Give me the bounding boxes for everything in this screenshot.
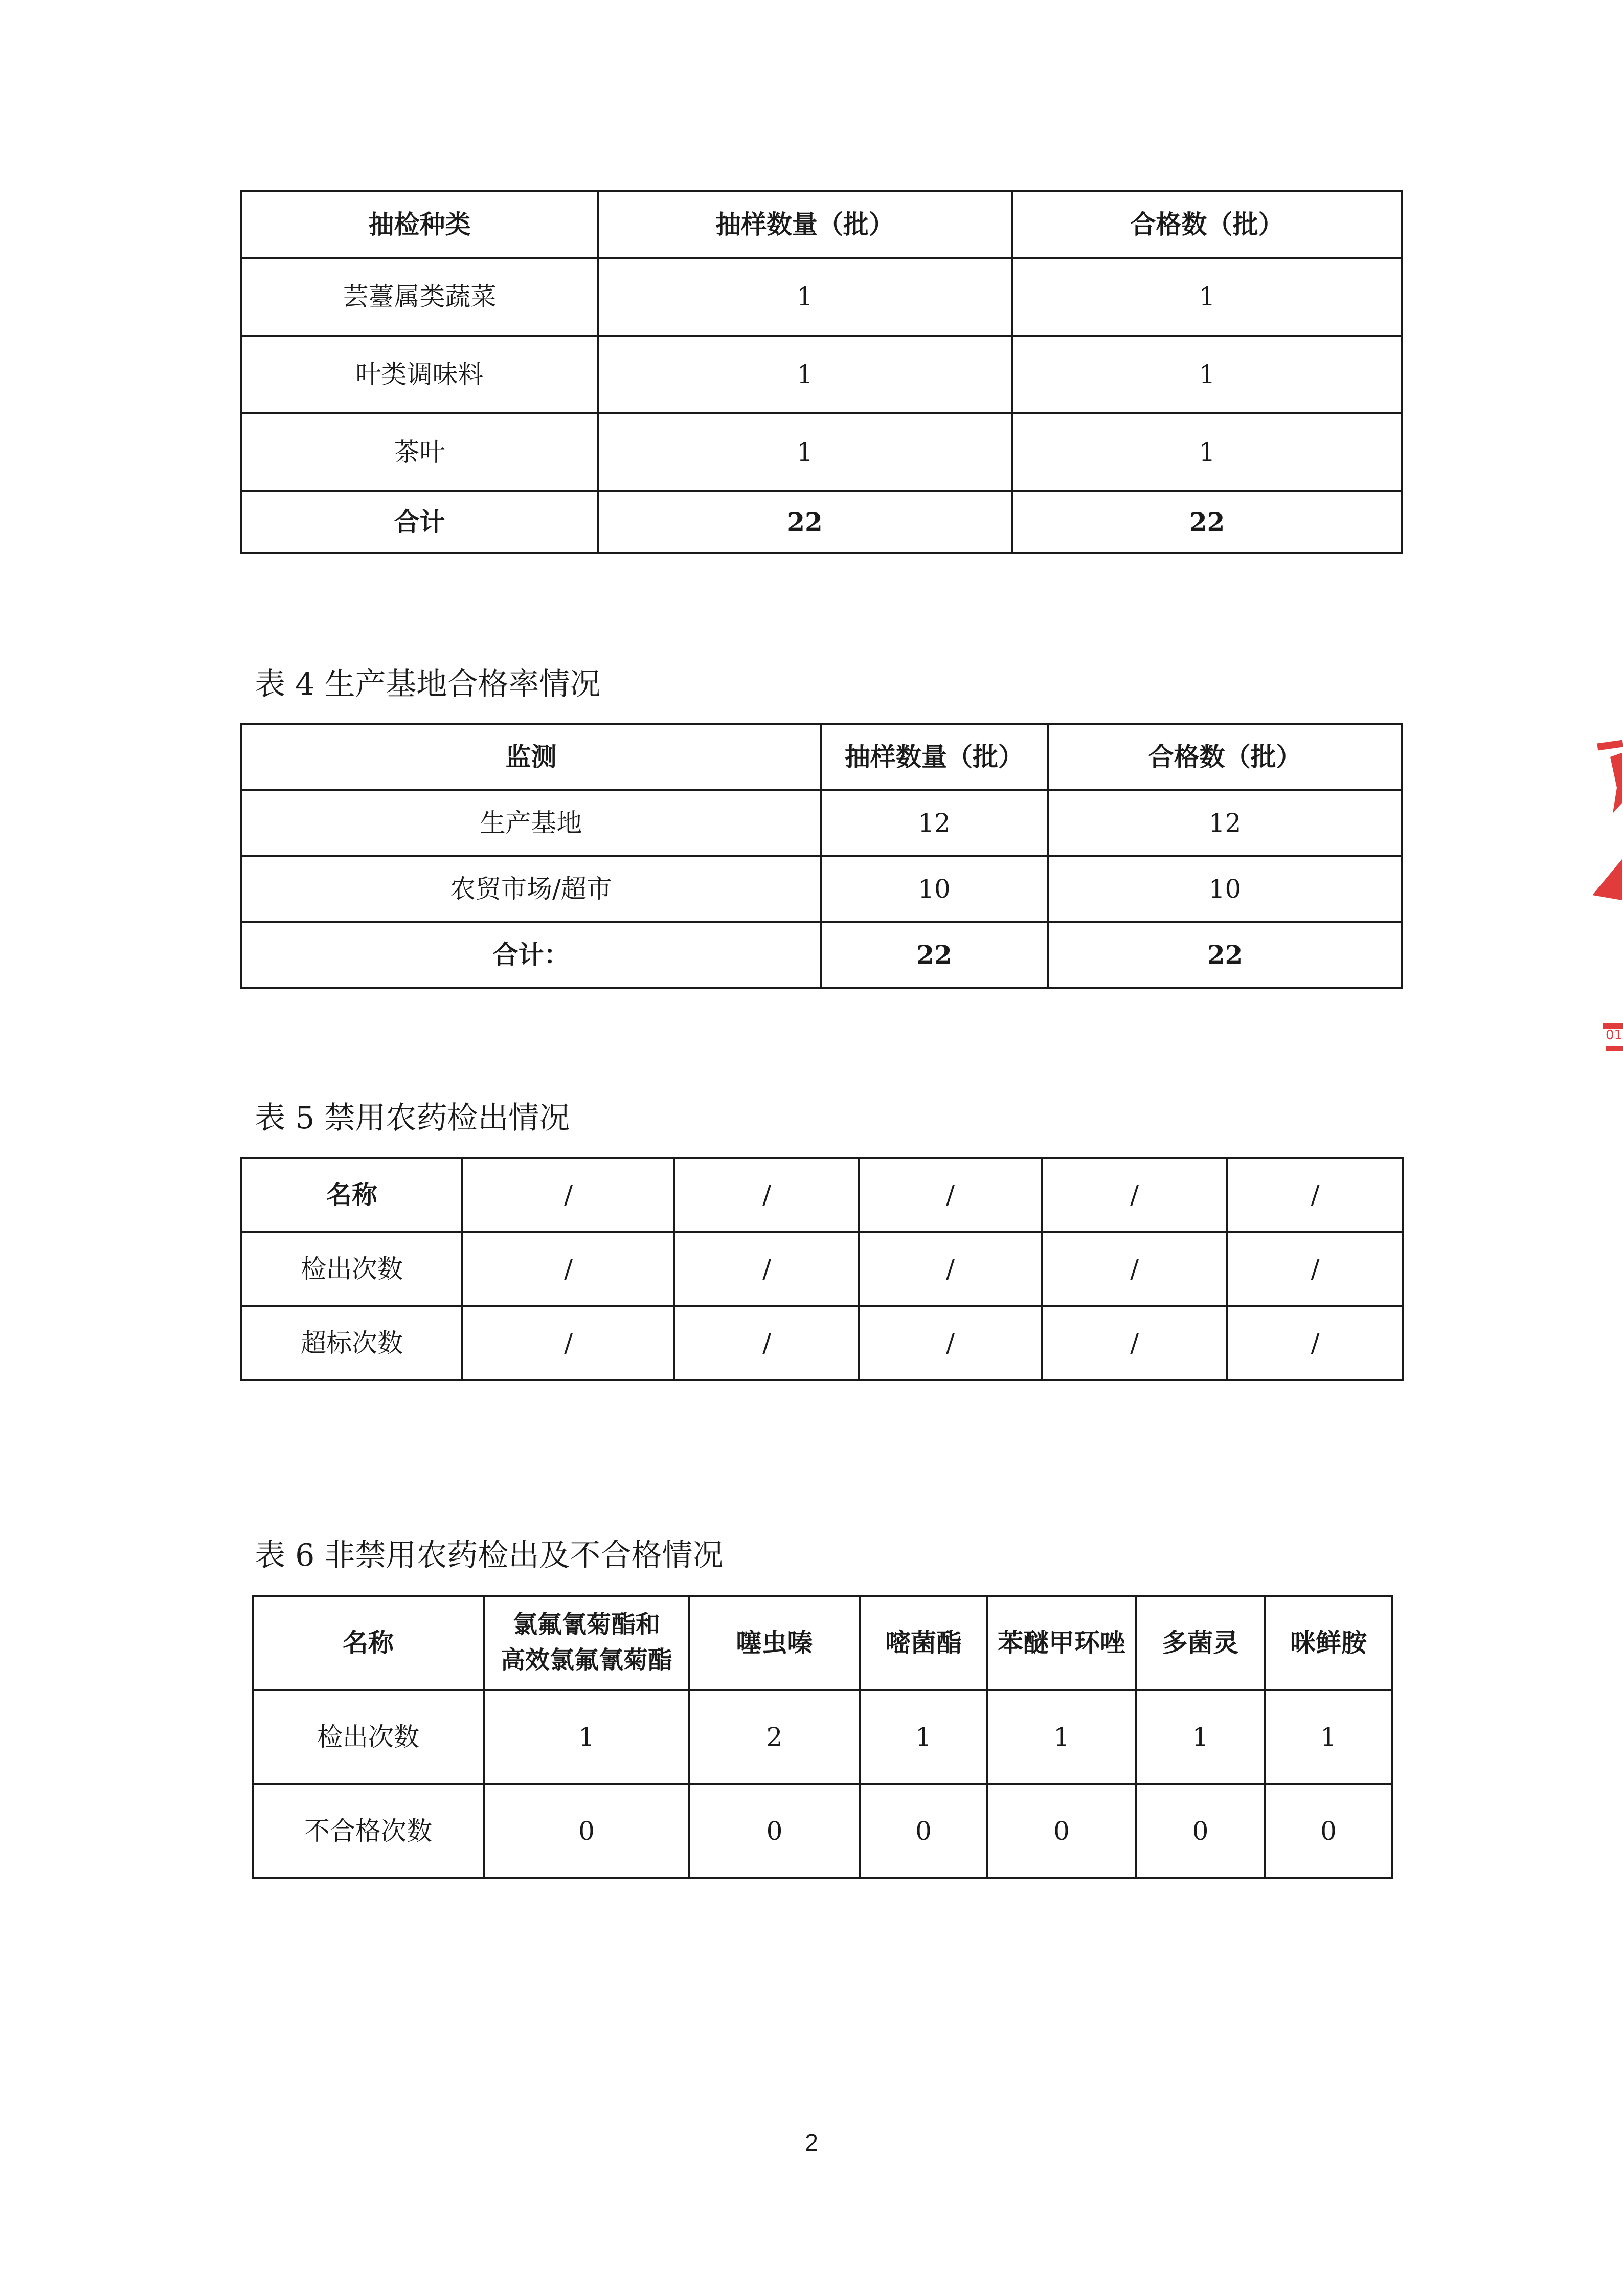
header-cell: 监测 xyxy=(241,724,821,790)
table-row xyxy=(241,1232,1403,1306)
table-cell: 0 xyxy=(987,1784,1136,1878)
table-cell: 1 xyxy=(484,1690,689,1784)
table-cell: / xyxy=(859,1232,1042,1306)
page-number: 2 xyxy=(805,2129,818,2156)
total-row xyxy=(241,491,1402,553)
table-cell: 0 xyxy=(689,1784,860,1878)
table-header-row xyxy=(253,1596,1392,1690)
table-6-caption: 表 6 非禁用农药检出及不合格情况 xyxy=(255,1537,724,1573)
table-cell: 1 xyxy=(1265,1690,1392,1784)
table-cell: / xyxy=(1042,1232,1227,1306)
table-cell: / xyxy=(462,1306,674,1380)
table-header-row xyxy=(241,724,1402,790)
table-cell: 合计 xyxy=(241,491,598,553)
table-cell: 1 xyxy=(598,336,1012,413)
table-row xyxy=(241,1306,1403,1380)
table-header-row xyxy=(241,191,1402,258)
table-cell: 检出次数 xyxy=(253,1690,484,1784)
table-cell: 22 xyxy=(598,491,1012,553)
table-cell: 1 xyxy=(860,1690,987,1784)
table-cell: 22 xyxy=(821,922,1048,988)
header-cell: 苯醚甲环唑 xyxy=(987,1596,1136,1690)
table-row xyxy=(241,413,1402,491)
table-cell: 检出次数 xyxy=(241,1232,462,1306)
table-row xyxy=(241,258,1402,336)
table-cell: 0 xyxy=(1136,1784,1265,1878)
table-cell: 芸薹属类蔬菜 xyxy=(241,258,598,336)
non-banned-pesticide-table xyxy=(252,1595,1393,1879)
sampling-category-table xyxy=(240,190,1403,554)
header-cell: 名称 xyxy=(253,1596,484,1690)
header-cell: 噻虫嗪 xyxy=(689,1596,860,1690)
table-cell: / xyxy=(1227,1232,1403,1306)
table-4-caption: 表 4 生产基地合格率情况 xyxy=(255,666,601,702)
table-cell: / xyxy=(859,1306,1042,1380)
header-cell: 咪鲜胺 xyxy=(1265,1596,1392,1690)
table-cell: 12 xyxy=(821,790,1048,856)
table-cell: 12 xyxy=(1048,790,1402,856)
table-cell: 2 xyxy=(689,1690,860,1784)
table-cell: 10 xyxy=(821,856,1048,922)
table-row xyxy=(241,336,1402,413)
table-row xyxy=(241,856,1402,922)
table-cell: 农贸市场/超市 xyxy=(241,856,821,922)
table-cell: / xyxy=(1227,1306,1403,1380)
header-cell: 嘧菌酯 xyxy=(860,1596,987,1690)
table-cell: 0 xyxy=(1265,1784,1392,1878)
table-cell: 1 xyxy=(598,413,1012,491)
table-cell: / xyxy=(1227,1158,1403,1232)
table-cell: / xyxy=(674,1158,859,1232)
header-line: 高效氯氟氰菊酯 xyxy=(500,1646,672,1675)
table-cell: / xyxy=(462,1158,674,1232)
table-cell: 22 xyxy=(1048,922,1402,988)
table-cell: 1 xyxy=(1012,258,1402,336)
header-cell xyxy=(484,1596,689,1690)
seal-text: 01 xyxy=(1606,1028,1623,1043)
table-5-caption: 表 5 禁用农药检出情况 xyxy=(255,1100,570,1136)
table-cell: 名称 xyxy=(241,1158,462,1232)
header-cell: 抽样数量（批） xyxy=(598,191,1012,258)
table-cell: 超标次数 xyxy=(241,1306,462,1380)
table-cell: 10 xyxy=(1048,856,1402,922)
table-cell: / xyxy=(674,1232,859,1306)
table-cell: 不合格次数 xyxy=(253,1784,484,1878)
header-cell: 抽检种类 xyxy=(241,191,598,258)
total-row xyxy=(241,922,1402,988)
header-cell: 合格数（批） xyxy=(1012,191,1402,258)
table-cell: / xyxy=(674,1306,859,1380)
table-row xyxy=(253,1784,1392,1878)
table-cell: / xyxy=(1042,1158,1227,1232)
production-base-table xyxy=(240,723,1403,989)
table-cell: / xyxy=(859,1158,1042,1232)
table-cell: 0 xyxy=(484,1784,689,1878)
banned-pesticide-table xyxy=(240,1157,1404,1381)
table-cell: 22 xyxy=(1012,491,1402,553)
table-cell: 1 xyxy=(1136,1690,1265,1784)
table-cell: 1 xyxy=(598,258,1012,336)
table-cell: 0 xyxy=(860,1784,987,1878)
header-cell: 合格数（批） xyxy=(1048,724,1402,790)
table-cell: 茶叶 xyxy=(241,413,598,491)
table-row xyxy=(241,790,1402,856)
table-cell: 生产基地 xyxy=(241,790,821,856)
table-row xyxy=(241,1158,1403,1232)
table-cell: / xyxy=(462,1232,674,1306)
header-cell: 抽样数量（批） xyxy=(821,724,1048,790)
table-row xyxy=(253,1690,1392,1784)
table-cell: 1 xyxy=(1012,336,1402,413)
official-seal-fragment xyxy=(1562,726,1623,1074)
header-line: 氯氟氰菊酯和 xyxy=(512,1610,660,1639)
table-cell: 1 xyxy=(1012,413,1402,491)
table-cell: / xyxy=(1042,1306,1227,1380)
table-cell: 合计： xyxy=(241,922,821,988)
header-cell: 多菌灵 xyxy=(1136,1596,1265,1690)
table-cell: 1 xyxy=(987,1690,1136,1784)
table-cell: 叶类调味料 xyxy=(241,336,598,413)
